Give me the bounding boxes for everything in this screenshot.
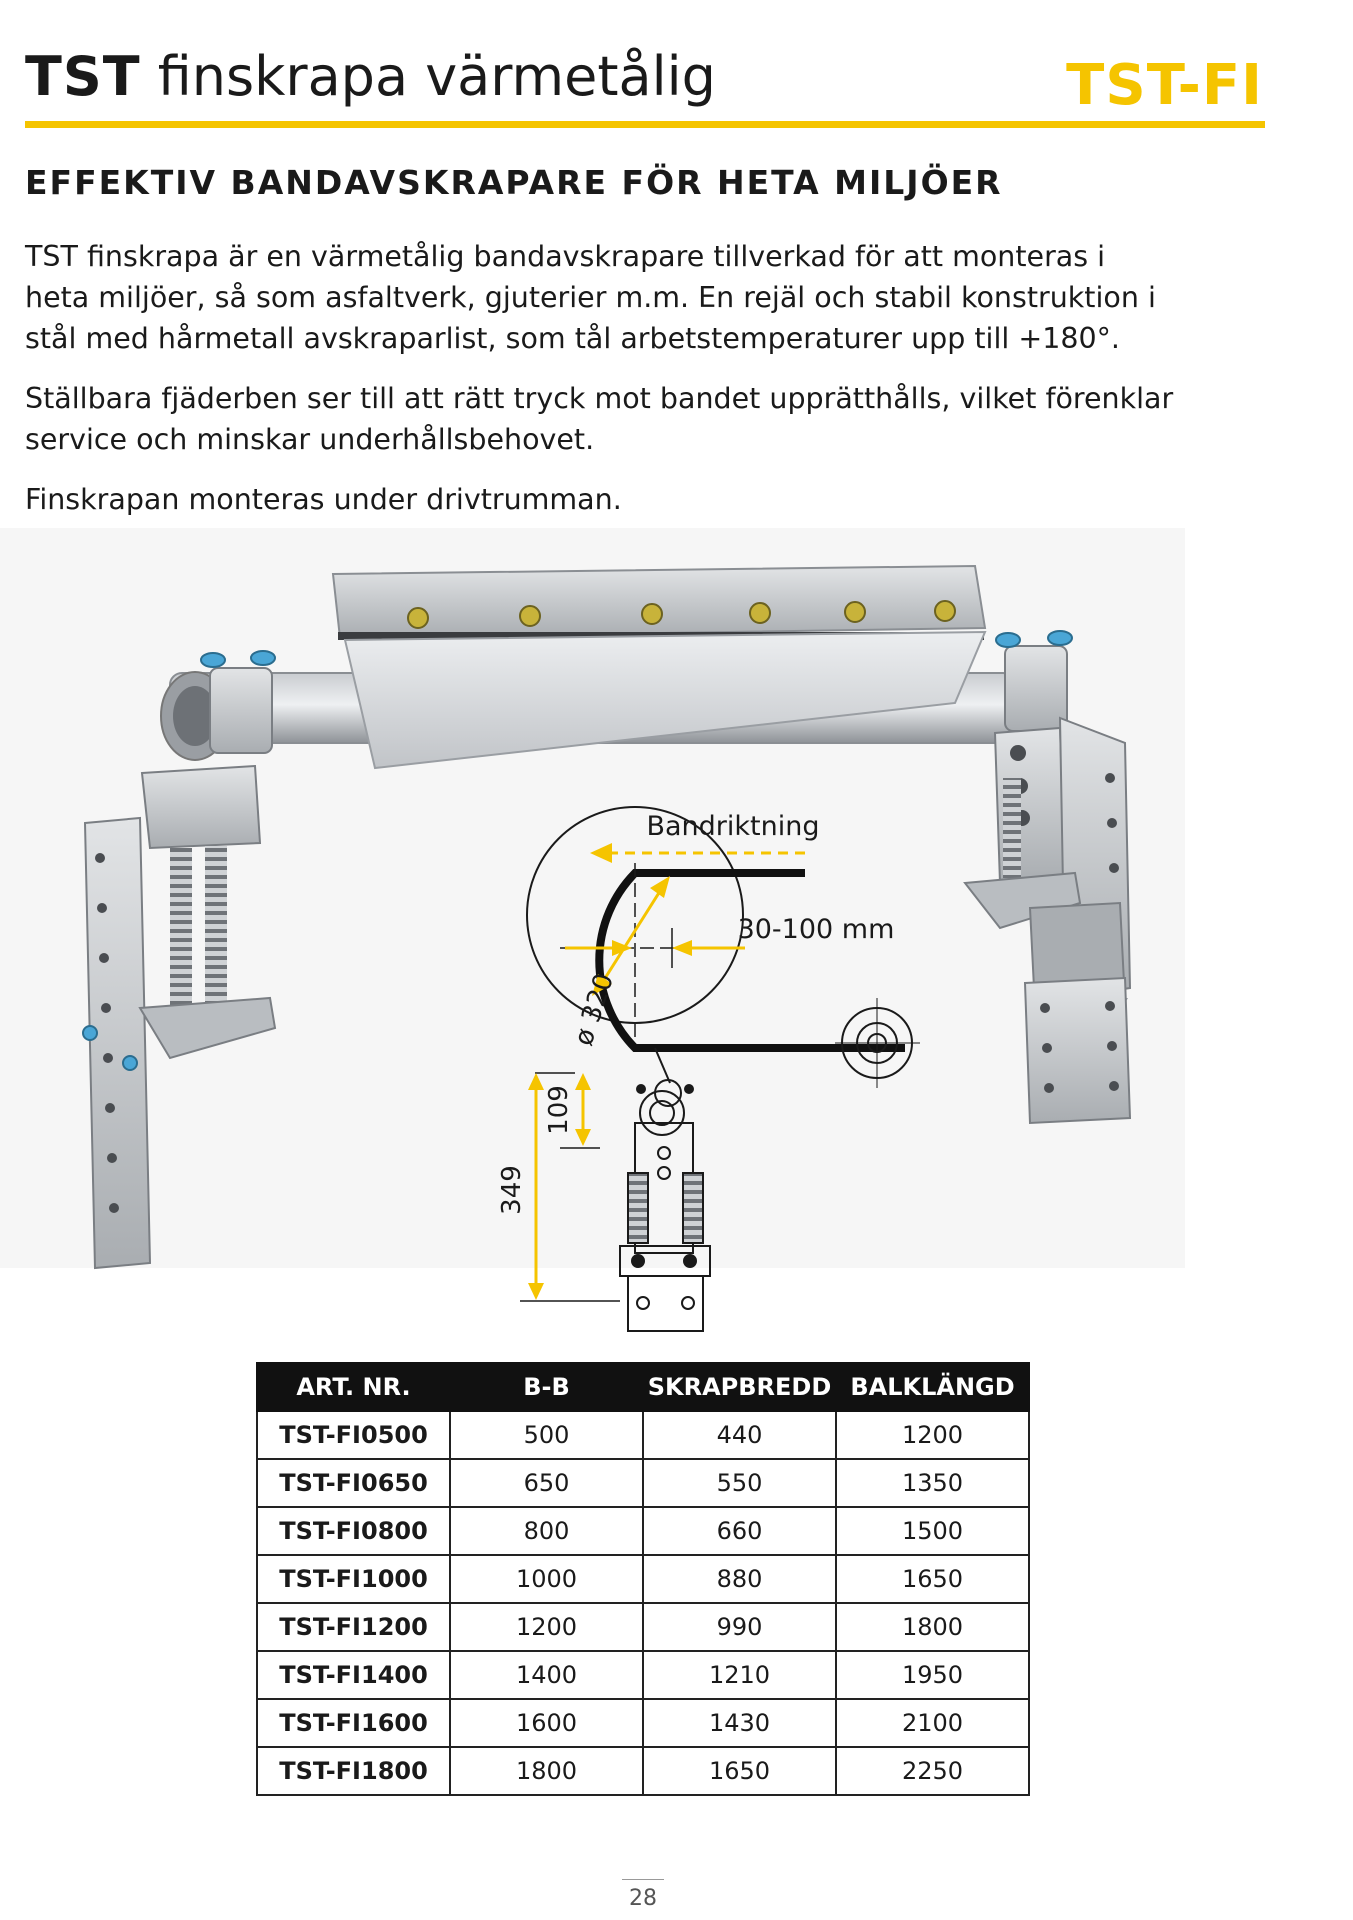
right-mount-plate-lower <box>1025 978 1130 1123</box>
dim-small-label: 109 <box>544 1085 574 1135</box>
cell-b-b: 1800 <box>450 1747 643 1795</box>
title-brand: TST <box>25 45 141 108</box>
cell-art-nr: TST-FI1400 <box>257 1651 450 1699</box>
cell-balklangd: 1200 <box>836 1411 1029 1459</box>
body-text <box>25 236 1175 539</box>
cell-skrapbredd: 440 <box>643 1411 836 1459</box>
table-row <box>257 1459 1029 1507</box>
direction-label: Bandriktning <box>646 811 820 842</box>
cell-b-b: 500 <box>450 1411 643 1459</box>
cell-art-nr: TST-FI1800 <box>257 1747 450 1795</box>
cell-skrapbredd: 880 <box>643 1555 836 1603</box>
section-heading: EFFEKTIV BANDAVSKRAPARE FÖR HETA MILJÖER <box>25 163 1003 202</box>
page-number: 28 <box>629 1886 657 1911</box>
cell-b-b: 1200 <box>450 1603 643 1651</box>
col-header-balklangd: BALKLÄNGD <box>836 1363 1029 1411</box>
right-spring <box>1003 778 1021 878</box>
cell-art-nr: TST-FI0500 <box>257 1411 450 1459</box>
cell-balklangd: 1800 <box>836 1603 1029 1651</box>
cell-balklangd: 2100 <box>836 1699 1029 1747</box>
dimension-diagram <box>520 807 920 1331</box>
spec-table <box>256 1362 1030 1796</box>
diameter-label: ø 320 <box>568 969 621 1050</box>
cell-skrapbredd: 990 <box>643 1603 836 1651</box>
cell-b-b: 1000 <box>450 1555 643 1603</box>
table-row <box>257 1747 1029 1795</box>
left-mount-plate <box>85 818 150 1268</box>
table-row <box>257 1507 1029 1555</box>
dim-large-label: 349 <box>497 1165 527 1215</box>
scraper-front-view <box>620 1048 710 1331</box>
cell-skrapbredd: 550 <box>643 1459 836 1507</box>
cell-skrapbredd: 1650 <box>643 1747 836 1795</box>
cell-balklangd: 1350 <box>836 1459 1029 1507</box>
table-row <box>257 1603 1029 1651</box>
cell-skrapbredd: 1430 <box>643 1699 836 1747</box>
header-rule <box>25 121 1265 128</box>
paragraph: Finskrapan monteras under drivtrumman. <box>25 483 622 516</box>
scraper-illustration <box>0 528 1185 1348</box>
table-row <box>257 1555 1029 1603</box>
title-text: finskrapa värmetålig <box>140 45 716 108</box>
table-row <box>257 1651 1029 1699</box>
cell-skrapbredd: 660 <box>643 1507 836 1555</box>
gap-label: 30-100 mm <box>737 914 895 945</box>
table-header-row <box>257 1363 1029 1411</box>
cell-art-nr: TST-FI1000 <box>257 1555 450 1603</box>
left-clamp <box>210 668 272 753</box>
col-header-b-b: B-B <box>450 1363 643 1411</box>
cell-balklangd: 1650 <box>836 1555 1029 1603</box>
header <box>25 42 1265 122</box>
cell-balklangd: 1950 <box>836 1651 1029 1699</box>
footer-rule <box>622 1879 664 1880</box>
product-code: TST-FI <box>1066 53 1263 118</box>
cell-balklangd: 2250 <box>836 1747 1029 1795</box>
cell-art-nr: TST-FI0650 <box>257 1459 450 1507</box>
page-title <box>25 42 716 112</box>
cell-art-nr: TST-FI1200 <box>257 1603 450 1651</box>
paragraph: TST finskrapa är en värmetålig bandavskrapare tillverkad för att monteras i heta miljöer, så som asfaltverk, gjuterier m.m. En rejäl och stabil konstruktion i stål med hårmetall avskraparlist, som tål arbetstemperaturer upp till +180°. <box>25 240 1156 355</box>
scraper-blade <box>345 632 985 768</box>
table-row <box>257 1411 1029 1459</box>
left-wing-bolts <box>201 651 275 667</box>
left-spring-2 <box>205 846 227 1006</box>
cell-b-b: 800 <box>450 1507 643 1555</box>
blade-holder <box>333 566 985 638</box>
table-row <box>257 1699 1029 1747</box>
cell-b-b: 650 <box>450 1459 643 1507</box>
product-figure <box>0 528 1185 1268</box>
cell-art-nr: TST-FI1600 <box>257 1699 450 1747</box>
right-wing-bolts <box>996 631 1072 647</box>
cell-balklangd: 1500 <box>836 1507 1029 1555</box>
cell-b-b: 1600 <box>450 1699 643 1747</box>
left-foot-bracket <box>140 998 275 1058</box>
cell-art-nr: TST-FI0800 <box>257 1507 450 1555</box>
left-spring-housing <box>142 766 260 848</box>
cell-skrapbredd: 1210 <box>643 1651 836 1699</box>
direction-arrowhead <box>590 843 612 863</box>
right-clamp <box>1005 646 1067 731</box>
cell-b-b: 1400 <box>450 1651 643 1699</box>
col-header-art-nr: ART. NR. <box>257 1363 450 1411</box>
paragraph: Ställbara fjäderben ser till att rätt tryck mot bandet upprätthålls, vilket förenklar service och minskar underhållsbehovet. <box>25 382 1174 456</box>
col-header-skrapbredd: SKRAPBREDD <box>643 1363 836 1411</box>
left-spring <box>170 848 192 1008</box>
